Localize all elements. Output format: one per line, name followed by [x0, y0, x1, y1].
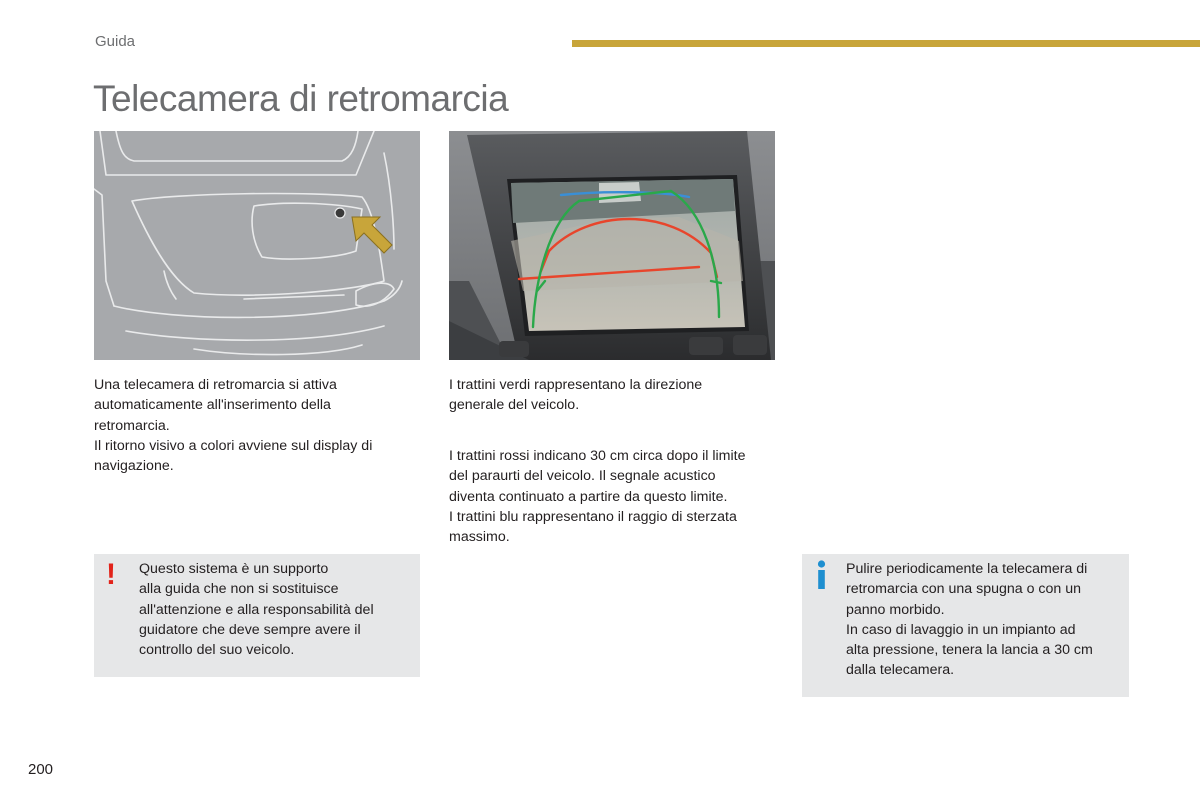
red-blue-lines-text [449, 446, 745, 547]
text-line: diventa continuato a partire da questo limite. [449, 488, 728, 505]
info-icon [814, 559, 829, 589]
camera-display-illustration [449, 131, 775, 360]
text-line: I trattini blu rappresentano il raggio di sterzata [449, 508, 737, 525]
text-line: Questo sistema è un supporto [139, 561, 329, 577]
text-line: all'attenzione e alla responsabilità del [139, 601, 374, 618]
left-text [94, 375, 372, 476]
text-line: del paraurti del veicolo. Il segnale acustico [449, 468, 716, 485]
text-line: I trattini verdi rappresentano la direzione [449, 377, 703, 393]
text-line: generale del veicolo. [449, 397, 580, 414]
text-line: guidatore che deve sempre avere il [139, 621, 361, 638]
text-line: navigazione. [94, 458, 174, 475]
section-label: Guida [95, 33, 136, 50]
exclamation-icon: ! [106, 558, 116, 591]
text-line: dalla telecamera. [846, 662, 955, 679]
text-line: In caso di lavaggio in un impianto ad [846, 621, 1076, 638]
info-text [846, 559, 1093, 681]
car-rear-illustration [94, 131, 420, 360]
text-line: massimo. [449, 529, 510, 546]
text-line: Una telecamera di retromarcia si attiva [94, 377, 337, 393]
info-box [802, 554, 1129, 697]
green-lines-text [449, 375, 702, 416]
text-line: Pulire periodicamente la telecamera di [846, 561, 1088, 577]
text-line: Il ritorno visivo a colori avviene sul display di [94, 437, 373, 454]
text-line: controllo del suo veicolo. [139, 642, 295, 659]
text-line: alta pressione, tenera la lancia a 30 cm [846, 642, 1093, 659]
warning-box [94, 554, 420, 677]
text-line: alla guida che non si sostituisce [139, 581, 339, 598]
page-title: Telecamera di retromarcia [93, 78, 509, 119]
text-line: retromarcia con una spugna o con un [846, 581, 1082, 598]
text-line: automaticamente all'inserimento della [94, 397, 331, 414]
warning-text [139, 559, 374, 660]
text-line: retromarcia. [94, 417, 170, 434]
text-line: I trattini rossi indicano 30 cm circa dopo il limite [449, 448, 746, 464]
accent-bar [572, 40, 1200, 47]
page-number: 200 [28, 761, 54, 778]
text-line: panno morbido. [846, 601, 945, 618]
